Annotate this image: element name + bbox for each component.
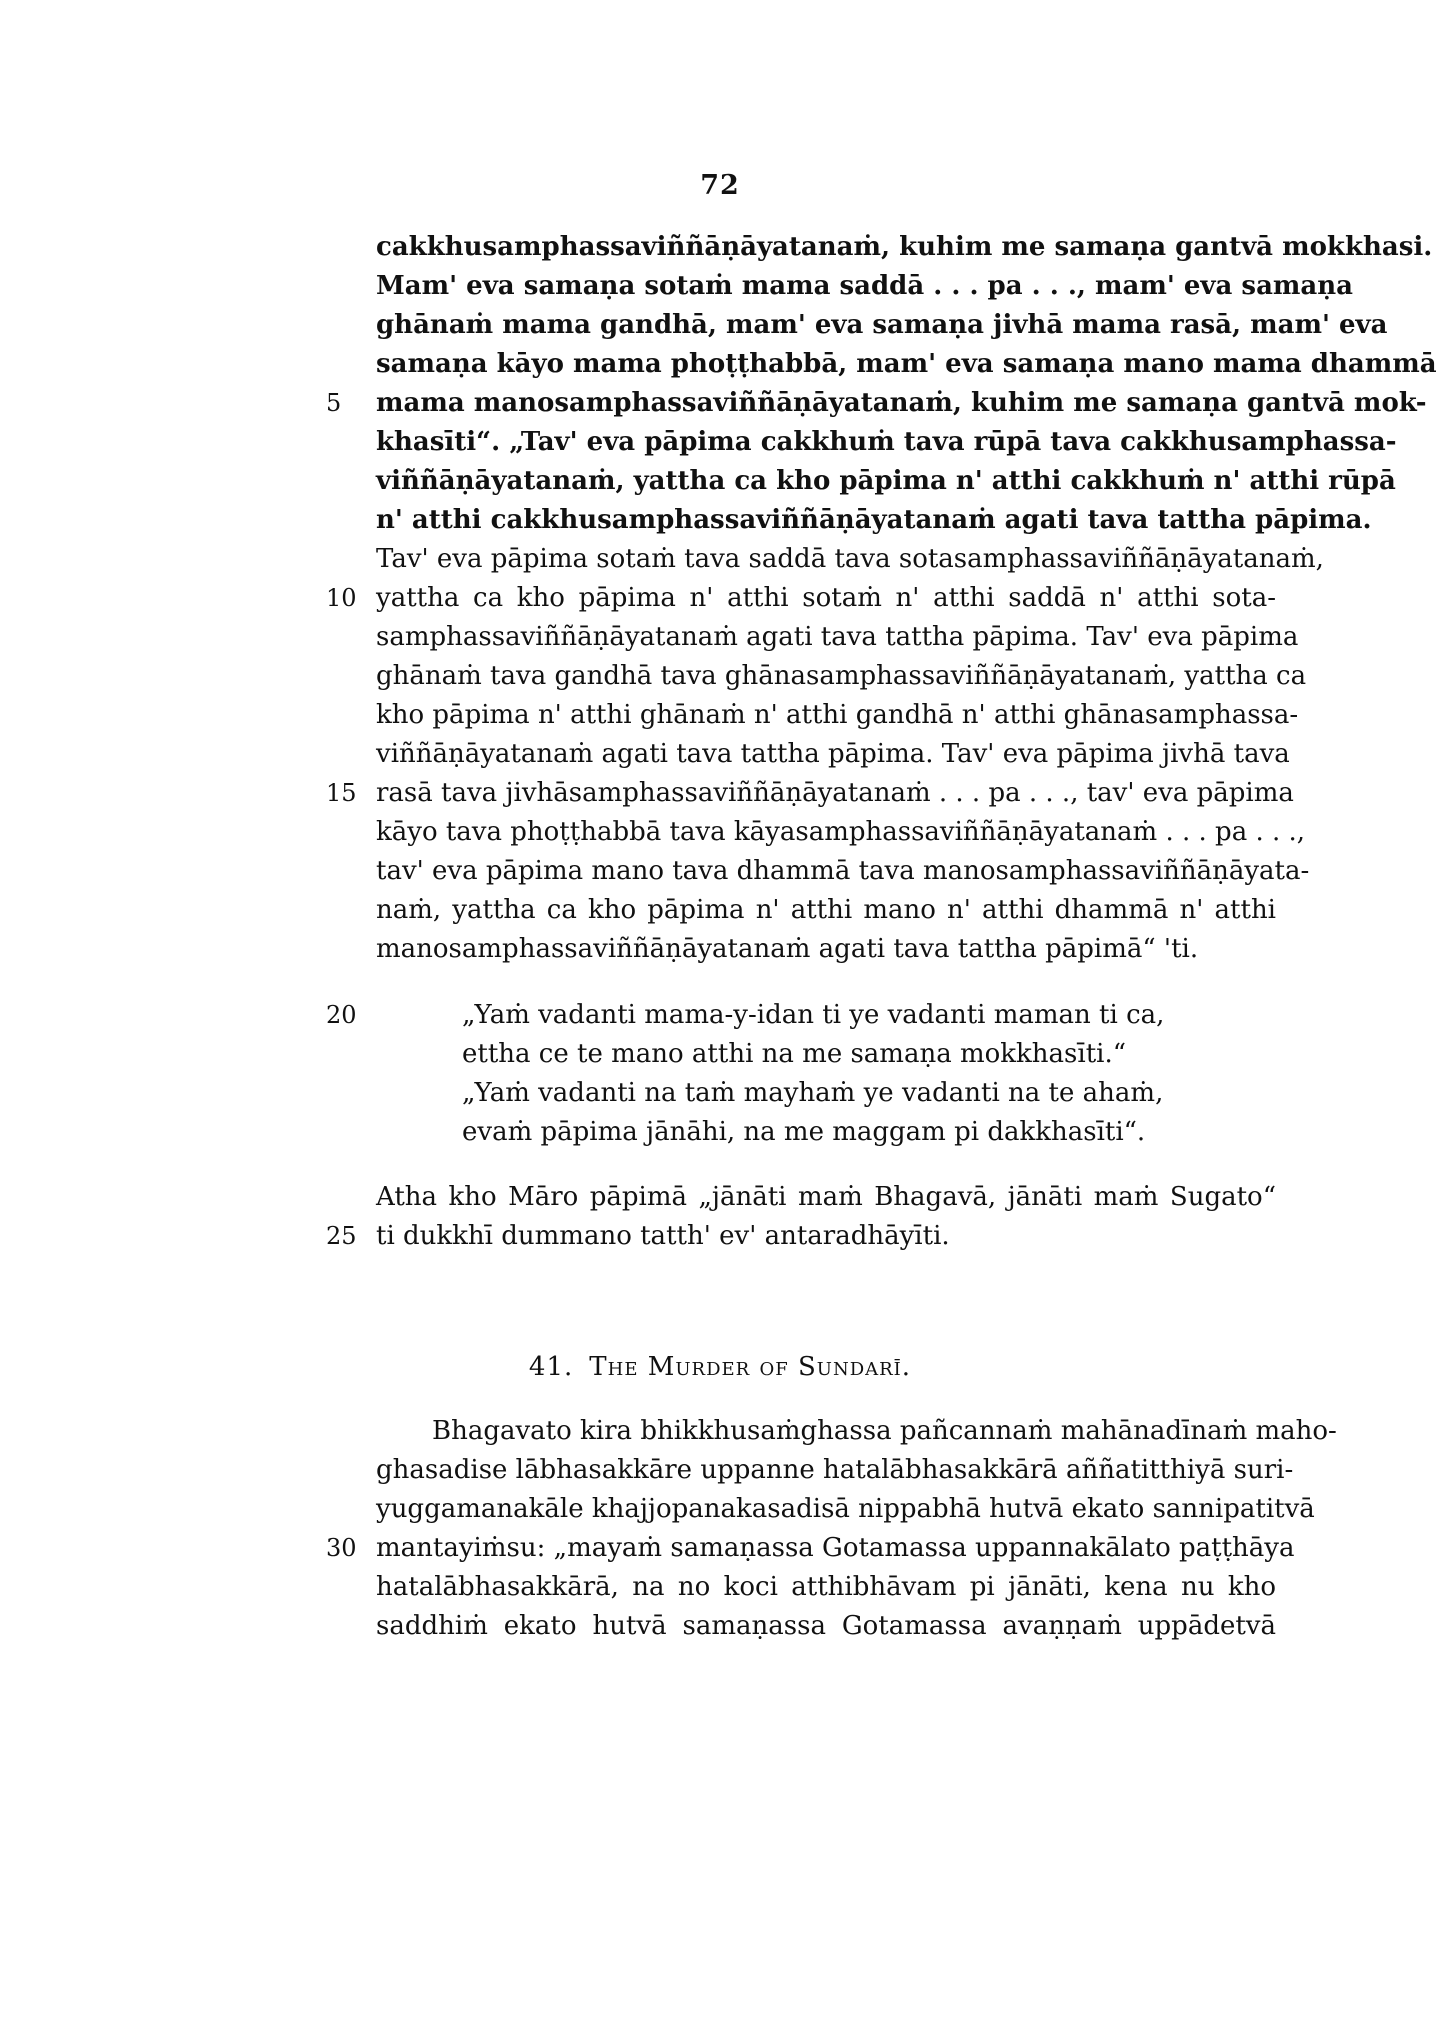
text-line: khasīti“. „Tav' eva pāpima cakkhuṁ tava rūpā tava cakkhusamphassa- (376, 427, 1397, 457)
text-line: n' atthi cakkhusamphassaviññāṇāyatanaṁ agati tava tattha pāpima. (376, 505, 1372, 535)
line-number: 10 (326, 584, 357, 612)
text-line: Tav' eva pāpima sotaṁ tava saddā tava sotasamphassaviññāṇāyatanaṁ, (376, 544, 1324, 574)
section-title: The Murder of Sundarī. (589, 1352, 912, 1382)
text-line: ghānaṁ mama gandhā, mam' eva samaṇa jivhā mama rasā, mam' eva (376, 310, 1388, 340)
verse-line: ettha ce te mano atthi na me samaṇa mokkhasīti.“ (462, 1039, 1127, 1069)
text-line: Bhagavato kira bhikkhusaṁghassa pañcannaṁ mahānadīnaṁ maho- (432, 1416, 1337, 1446)
verse-line: evaṁ pāpima jānāhi, na me maggam pi dakkhasīti“. (462, 1117, 1146, 1147)
verse-line: „Yaṁ vadanti na taṁ mayhaṁ ye vadanti na te ahaṁ, (462, 1078, 1164, 1108)
text-line: cakkhusamphassaviññāṇāyatanaṁ, kuhim me samaṇa gantvā mokkhasi. (376, 232, 1433, 262)
text-line: ti dukkhī dummano tatth' ev' antaradhāyīti. (376, 1221, 950, 1251)
line-number: 25 (326, 1222, 357, 1250)
page-number: 72 (700, 170, 740, 201)
text-line: Mam' eva samaṇa sotaṁ mama saddā . . . pa . . ., mam' eva samaṇa (376, 271, 1354, 301)
text-line: mantayiṁsu: „mayaṁ samaṇassa Gotamassa uppannakālato paṭṭhāya (376, 1533, 1295, 1563)
section-number: 41. (528, 1352, 574, 1382)
line-number: 30 (326, 1534, 357, 1562)
text-line: Atha kho Māro pāpimā „jānāti maṁ Bhagavā, jānāti maṁ Sugato“ (376, 1182, 1276, 1212)
text-line: hatalābhasakkārā, na no koci atthibhāvam pi jānāti, kena nu kho (376, 1572, 1276, 1602)
line-number: 5 (326, 389, 342, 417)
text-line: viññāṇāyatanaṁ agati tava tattha pāpima. Tav' eva pāpima jivhā tava (376, 739, 1290, 769)
text-line: saddhiṁ ekato hutvā samaṇassa Gotamassa avaṇṇaṁ uppādetvā (376, 1611, 1276, 1641)
text-line: mama manosamphassaviññāṇāyatanaṁ, kuhim me samaṇa gantvā mok- (376, 388, 1427, 418)
text-line: samphassaviññāṇāyatanaṁ agati tava tattha pāpima. Tav' eva pāpima (376, 622, 1299, 652)
text-line: rasā tava jivhāsamphassaviññāṇāyatanaṁ . . . pa . . ., tav' eva pāpima (376, 778, 1294, 808)
text-line: ghasadise lābhasakkāre uppanne hatalābhasakkārā aññatitthiyā suri- (376, 1455, 1294, 1485)
text-line: naṁ, yattha ca kho pāpima n' atthi mano n' atthi dhammā n' atthi (376, 895, 1276, 925)
text-line: tav' eva pāpima mano tava dhammā tava manosamphassaviññāṇāyata- (376, 856, 1310, 886)
text-line: kho pāpima n' atthi ghānaṁ n' atthi gandhā n' atthi ghānasamphassa- (376, 700, 1299, 730)
text-line: yuggamanakāle khajjopanakasadisā nippabhā hutvā ekato sannipatitvā (376, 1494, 1315, 1524)
text-line: yattha ca kho pāpima n' atthi sotaṁ n' atthi saddā n' atthi sota- (376, 583, 1276, 613)
text-line: ghānaṁ tava gandhā tava ghānasamphassaviññāṇāyatanaṁ, yattha ca (376, 661, 1307, 691)
text-line: manosamphassaviññāṇāyatanaṁ agati tava tattha pāpimā“ 'ti. (376, 934, 1199, 964)
line-number: 15 (326, 779, 357, 807)
line-number: 20 (326, 1001, 357, 1029)
section-heading (0, 1352, 1440, 1382)
text-line: samaṇa kāyo mama phoṭṭhabbā, mam' eva samaṇa mano mama dhammā (376, 349, 1437, 379)
verse-line: „Yaṁ vadanti mama-y-idan ti ye vadanti maman ti ca, (462, 1000, 1165, 1030)
text-line: viññāṇāyatanaṁ, yattha ca kho pāpima n' atthi cakkhuṁ n' atthi rūpā (376, 466, 1396, 496)
text-line: kāyo tava phoṭṭhabbā tava kāyasamphassaviññāṇāyatanaṁ . . . pa . . ., (376, 817, 1306, 847)
